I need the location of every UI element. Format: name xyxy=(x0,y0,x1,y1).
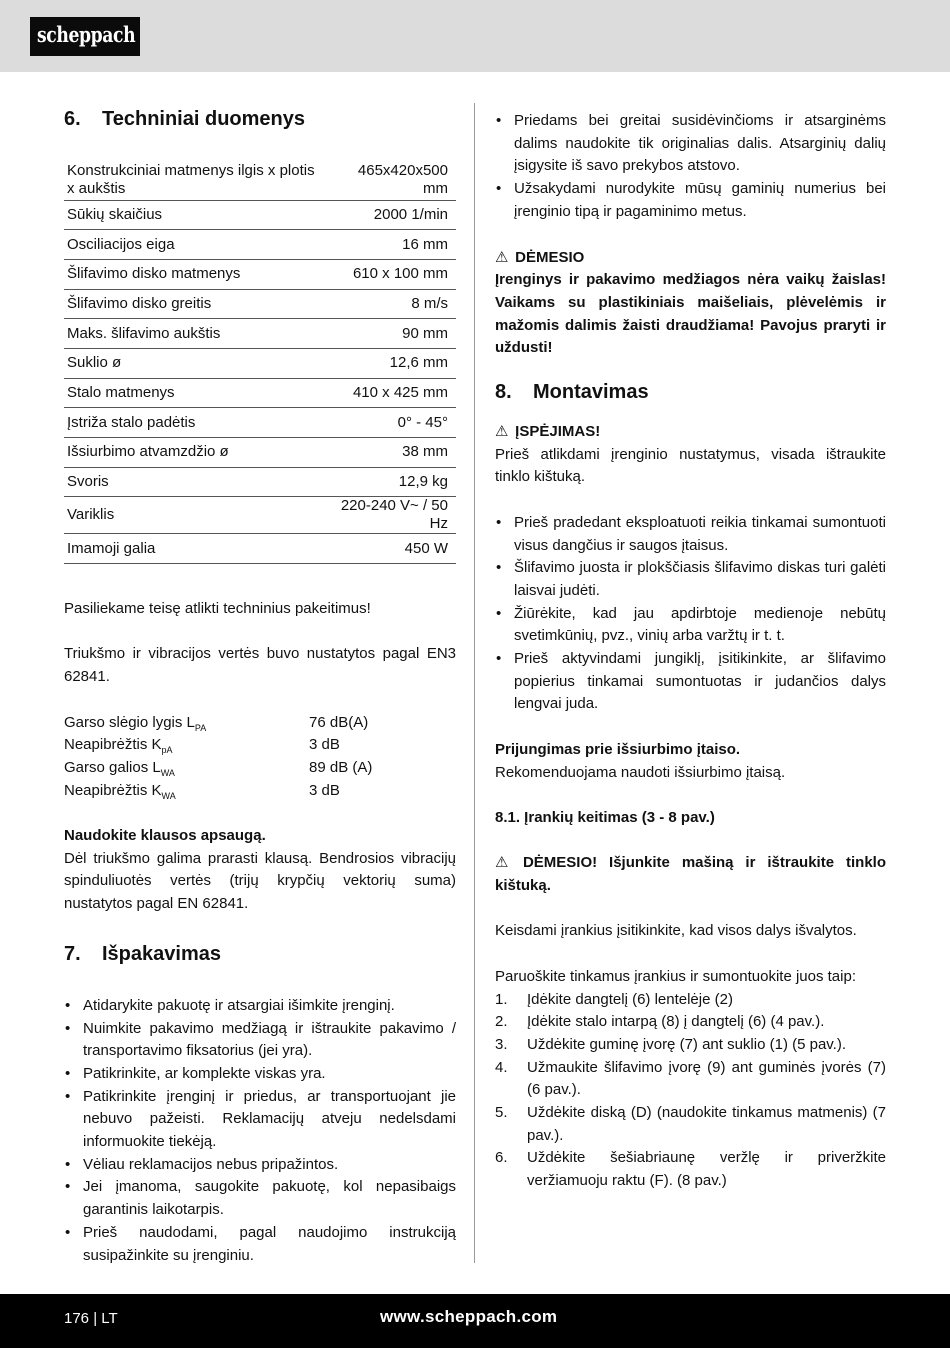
caution-2-text: DĖMESIO! Išjunkite mašiną ir ištraukite tinklo kištuką. xyxy=(495,854,886,895)
noise-row xyxy=(64,757,372,780)
page-header xyxy=(0,0,950,72)
step-number: 4. xyxy=(495,1058,508,1076)
section-8-heading xyxy=(495,377,886,407)
unpacking-item: • Patikrinkite įrenginį ir priedus, ar transportuojant jie nebuvo pažeisti. Reklamacijų atveju nedelsdami informuokite tiekėją. xyxy=(64,1086,456,1154)
spec-value: 610 x 100 mm xyxy=(326,259,456,289)
ear-protection-heading: Naudokite klausos apsaugą. xyxy=(64,827,266,845)
spec-row xyxy=(64,497,456,534)
noise-value: 76 dB(A) xyxy=(309,713,369,731)
spec-row xyxy=(64,348,456,378)
noise-label-sub: pA xyxy=(161,745,173,756)
spec-row xyxy=(64,160,456,200)
step-item xyxy=(495,989,886,1012)
spec-row xyxy=(64,259,456,289)
spec-value: 12,9 kg xyxy=(326,467,456,497)
spec-row xyxy=(64,534,456,564)
spare-parts-item: • Užsakydami nurodykite mūsų gaminių numerius bei įrenginio tipą ir pagaminimo metus. xyxy=(495,178,886,223)
spec-row xyxy=(64,467,456,497)
website-link[interactable]: www.scheppach.com xyxy=(380,1307,558,1326)
mounting-item: • Prieš pradedant eksploatuoti reikia tinkamai sumontuoti visus dangčius ir saugos įtaisus. xyxy=(495,512,886,557)
warning-icon: ⚠ xyxy=(495,854,509,872)
noise-table xyxy=(64,712,372,803)
step-number: 2. xyxy=(495,1013,508,1031)
extraction-heading: Prijungimas prie išsiurbimo įtaiso. xyxy=(495,740,741,758)
step-item xyxy=(495,1011,886,1034)
spec-value: 38 mm xyxy=(326,438,456,468)
noise-label xyxy=(64,780,309,803)
step-item xyxy=(495,1147,886,1192)
unpacking-list xyxy=(64,995,456,1267)
unpacking-item: • Patikrinkite, ar komplekte viskas yra. xyxy=(64,1063,456,1086)
warning-icon: ⚠ xyxy=(495,248,509,266)
step-text: Įdėkite stalo intarpą (8) į dangtelį (6) (4 pav.). xyxy=(527,1013,825,1031)
logo-text: scheppach xyxy=(37,22,136,47)
spec-label: Stalo matmenys xyxy=(64,378,326,408)
mounting-list xyxy=(495,512,886,716)
unpacking-item: • Prieš naudodami, pagal naudojimo instrukciją susipažinkite su įrenginiu. xyxy=(64,1222,456,1267)
noise-label xyxy=(64,757,309,780)
step-text: Uždėkite diską (D) (naudokite tinkamus matmenis) (7 pav.). xyxy=(527,1104,886,1144)
spec-label: Svoris xyxy=(64,467,326,497)
spec-row xyxy=(64,319,456,349)
section-number: 8. xyxy=(495,381,512,404)
noise-label-sub: WA xyxy=(161,790,176,801)
noise-label-sub: PA xyxy=(194,722,207,733)
spec-label: Suklio ø xyxy=(64,348,326,378)
section-title: Montavimas xyxy=(533,381,649,404)
spare-parts-list xyxy=(495,110,886,224)
spare-parts-item: • Priedams bei greitai susidėvinčioms ir atsarginėms dalims naudokite tik originalias dalis. Atsarginių dalių įsigysite iš savo prekybos atstovo. xyxy=(495,110,886,178)
mounting-item: • Šlifavimo juosta ir plokščiasis šlifavimo diskas turi galėti laisvai judėti. xyxy=(495,557,886,602)
step-text: Įdėkite dangtelį (6) lentelėje (2) xyxy=(527,990,733,1008)
scheppach-logo xyxy=(30,17,140,56)
noise-row xyxy=(64,734,372,757)
spec-value: 90 mm xyxy=(326,319,456,349)
clean-note: Keisdami įrankius įsitikinkite, kad visos dalys išvalytos. xyxy=(495,922,857,940)
section-title: Techniniai duomenys xyxy=(102,108,305,130)
spec-row xyxy=(64,289,456,319)
spec-label: Įstriža stalo padėtis xyxy=(64,408,326,438)
noise-label xyxy=(64,734,309,757)
spec-label: Išsiurbimo atvamzdžio ø xyxy=(64,438,326,468)
step-text: Uždėkite guminę įvorę (7) ant suklio (1) (5 pav.). xyxy=(527,1035,847,1053)
spec-value: 0° - 45° xyxy=(326,408,456,438)
section-6-heading xyxy=(64,104,456,134)
noise-label-text: Neapibrėžtis K xyxy=(64,736,162,754)
spec-label: Šlifavimo disko matmenys xyxy=(64,259,326,289)
step-number: 6. xyxy=(495,1149,508,1167)
page-number: 176 | LT xyxy=(64,1310,118,1327)
caution-2 xyxy=(495,852,886,897)
step-number: 3. xyxy=(495,1035,508,1053)
section-title: Išpakavimas xyxy=(102,942,221,965)
spec-label: Šlifavimo disko greitis xyxy=(64,289,326,319)
spec-value: 8 m/s xyxy=(326,289,456,319)
section-7-heading xyxy=(64,939,456,969)
spec-row xyxy=(64,408,456,438)
noise-intro: Triukšmo ir vibracijos vertės buvo nustatytos pagal EN3 62841. xyxy=(64,645,456,686)
noise-value: 3 dB xyxy=(309,781,340,799)
spec-label: Maks. šlifavimo aukštis xyxy=(64,319,326,349)
noise-label-text: Garso galios L xyxy=(64,758,161,776)
spec-label: Osciliacijos eiga xyxy=(64,230,326,260)
noise-label-sub: WA xyxy=(160,767,175,778)
section-number: 7. xyxy=(64,942,81,965)
mounting-item: • Prieš aktyvindami jungiklį, įsitikinkite, ar šlifavimo popierius tinkamai sumontuotas ir judančios dalys lengvai juda. xyxy=(495,648,886,716)
unpacking-item: • Jei įmanoma, saugokite pakuotę, kol nepasibaigs garantinis laikotarpis. xyxy=(64,1176,456,1221)
caution-text: Įrenginys ir pakavimo medžiagos nėra vaikų žaislas! Vaikams su plastikiniais maišeliais, plėvelėmis ir mažomis dalimis žaisti draudžiama! Pavojus praryti ir uždusti! xyxy=(495,271,886,357)
unpacking-item: • Nuimkite pakavimo medžiagą ir ištraukite pakavimo / transportavimo fiksatorius (jei yra). xyxy=(64,1018,456,1063)
steps-list xyxy=(495,989,886,1193)
reserve-note: Pasiliekame teisę atlikti techninius pakeitimus! xyxy=(64,600,371,618)
spec-value: 12,6 mm xyxy=(326,348,456,378)
left-column xyxy=(64,104,456,1267)
step-item xyxy=(495,1057,886,1102)
spec-row xyxy=(64,230,456,260)
noise-label-text: Garso slėgio lygis L xyxy=(64,713,195,731)
spec-value: 450 W xyxy=(326,534,456,564)
spec-value: 465x420x500 mm xyxy=(326,160,456,200)
spec-label: Variklis xyxy=(64,497,326,534)
warning-heading xyxy=(495,421,886,444)
caution-heading xyxy=(495,247,886,270)
spec-value: 410 x 425 mm xyxy=(326,378,456,408)
step-number: 1. xyxy=(495,990,508,1008)
spec-value: 16 mm xyxy=(326,230,456,260)
caution-title: DĖMESIO xyxy=(515,248,585,266)
spec-table xyxy=(64,160,456,564)
section-number: 6. xyxy=(64,108,81,130)
step-item xyxy=(495,1102,886,1147)
noise-label-text: Neapibrėžtis K xyxy=(64,781,162,799)
extraction-text: Rekomenduojama naudoti išsiurbimo įtaisą. xyxy=(495,763,786,781)
ear-protection-text: Dėl triukšmo galima prarasti klausą. Bendrosios vibracijų spinduliuotės vertės (trijų krypčių vektorių suma) nustatytos pagal EN 62841. xyxy=(64,849,456,913)
step-number: 5. xyxy=(495,1104,508,1122)
spec-label: Imamoji galia xyxy=(64,534,326,564)
unpacking-item: • Vėliau reklamacijos nebus pripažintos. xyxy=(64,1154,456,1177)
page-footer xyxy=(0,1294,950,1348)
warning-title: ĮSPĖJIMAS! xyxy=(515,423,601,441)
step-text: Užmaukite šlifavimo įvorę (9) ant guminės įvorės (7) (6 pav.). xyxy=(527,1058,886,1099)
spec-label: Konstrukciniai matmenys ilgis x plotis x aukštis xyxy=(64,160,326,200)
unpacking-item: • Atidarykite pakuotę ir atsargiai išimkite įrenginį. xyxy=(64,995,456,1018)
noise-row xyxy=(64,712,372,735)
spec-label: Sūkių skaičius xyxy=(64,200,326,230)
step-text: Uždėkite šešiabriaunę veržlę ir priveržkite veržiamuoju raktu (F). (8 pav.) xyxy=(527,1149,886,1190)
spec-row xyxy=(64,200,456,230)
noise-label xyxy=(64,712,309,735)
right-column xyxy=(495,110,886,1193)
spec-value: 2000 1/min xyxy=(326,200,456,230)
subsection-8-1-title: 8.1. Įrankių keitimas (3 - 8 pav.) xyxy=(495,808,715,826)
column-divider xyxy=(474,103,475,1263)
spec-row xyxy=(64,438,456,468)
prep-note: Paruoškite tinkamus įrankius ir sumontuokite juos taip: xyxy=(495,967,856,985)
noise-value: 89 dB (A) xyxy=(309,758,373,776)
warning-text: Prieš atlikdami įrenginio nustatymus, visada ištraukite tinklo kištuką. xyxy=(495,445,886,486)
step-item xyxy=(495,1034,886,1057)
noise-value: 3 dB xyxy=(309,736,340,754)
warning-icon: ⚠ xyxy=(495,423,509,441)
mounting-item: • Žiūrėkite, kad jau apdirbtoje medienoje nebūtų svetimkūnių, pvz., vinių arba varžtų ir t. t. xyxy=(495,603,886,648)
spec-value: 220-240 V~ / 50 Hz xyxy=(326,497,456,534)
spec-row xyxy=(64,378,456,408)
noise-row xyxy=(64,780,372,803)
